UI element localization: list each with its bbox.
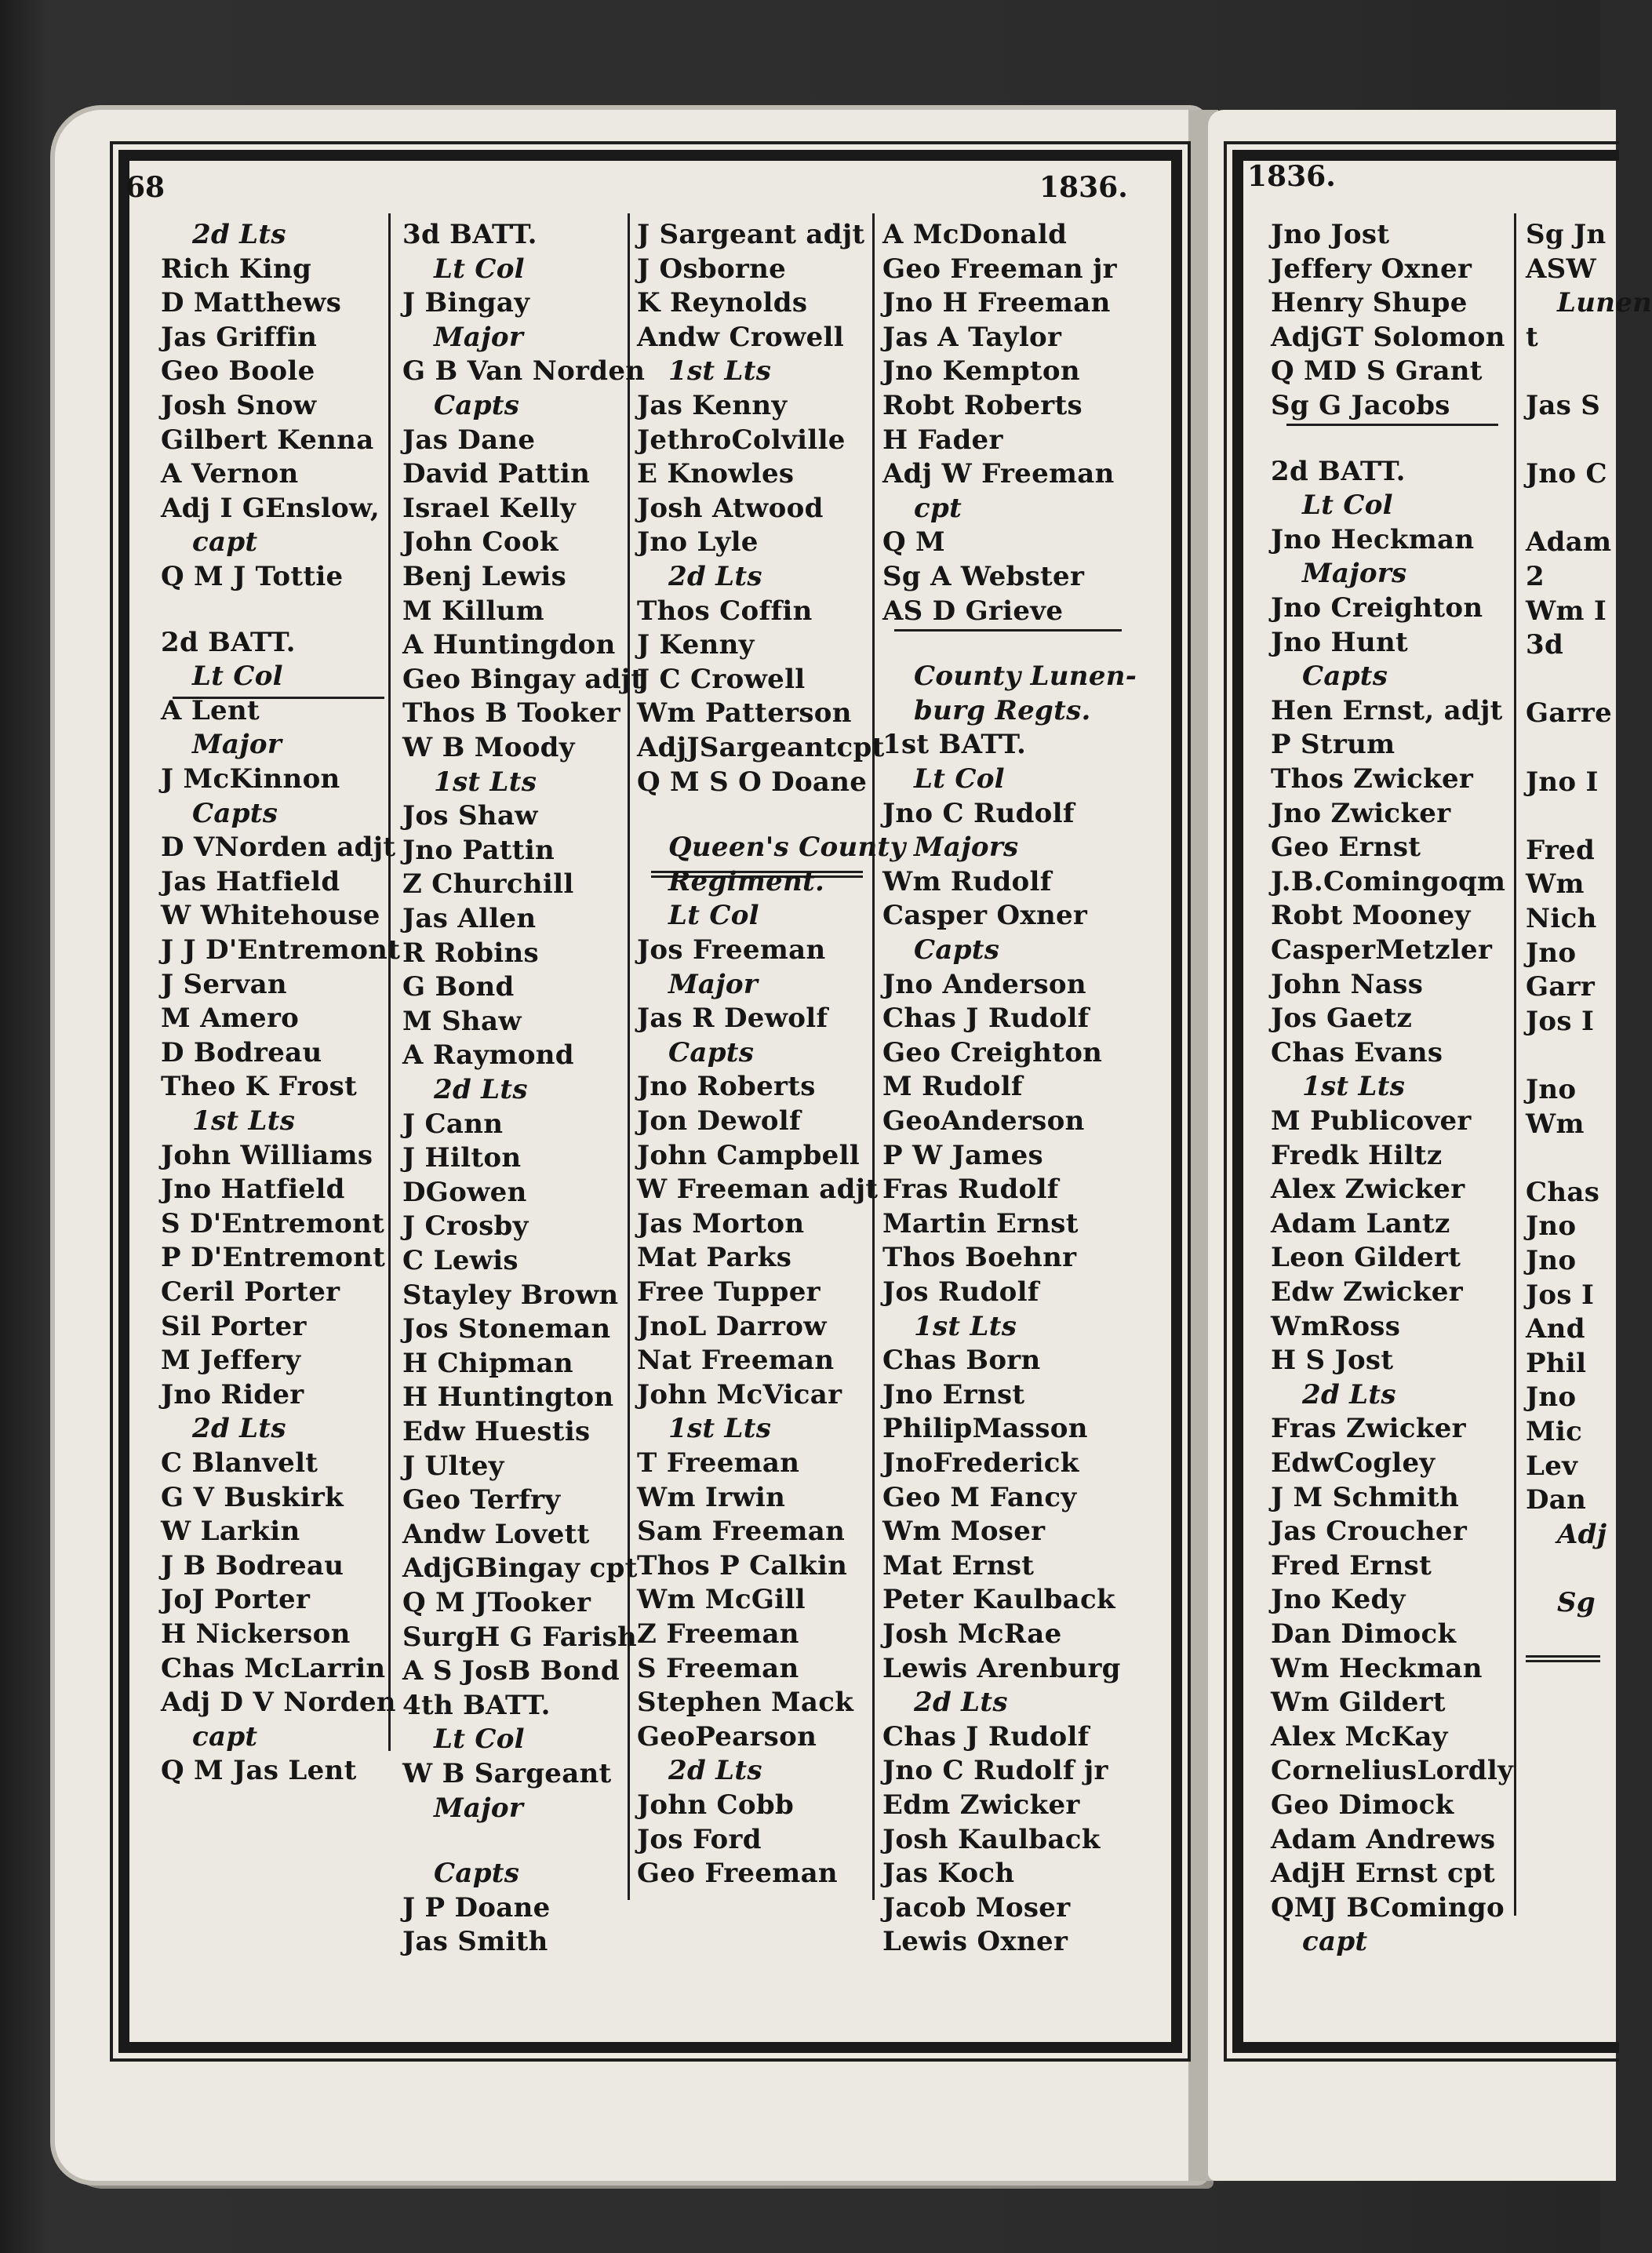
roster-entry: Jos Ford (637, 1823, 762, 1855)
roster-entry: Hen Ernst, adjt (1271, 694, 1503, 726)
rank-heading: 2d Lts (434, 1074, 528, 1105)
roster-entry: J Cann (402, 1108, 504, 1140)
column-rule (388, 213, 391, 1751)
roster-entry: A Raymond (402, 1039, 574, 1072)
roster-entry: P Strum (1271, 729, 1395, 761)
roster-entry: GeoPearson (637, 1720, 817, 1753)
roster-entry: Jno (1526, 1381, 1577, 1414)
rank-heading: capt (192, 526, 258, 559)
roster-entry: Geo M Fancy (882, 1481, 1077, 1513)
rank-heading: Queen's County (668, 832, 906, 864)
roster-entry: Stephen Mack (637, 1687, 854, 1719)
roster-entry: Edw Huestis (402, 1416, 591, 1447)
roster-entry: G B Van Norden (402, 355, 646, 388)
roster-entry: Adj I GEnslow, (161, 492, 380, 524)
roster-entry: Sg G Jacobs (1271, 390, 1450, 421)
rank-heading: Lt Col (192, 661, 283, 693)
roster-entry: Sil Porter (161, 1310, 307, 1342)
roster-entry: Geo Terfry (402, 1484, 561, 1516)
roster-entry: CasperMetzler (1271, 934, 1493, 966)
roster-entry: AdjGT Solomon (1271, 321, 1505, 353)
roster-entry: John Williams (161, 1139, 373, 1171)
roster-entry: Mat Ernst (882, 1549, 1035, 1581)
roster-entry: AdjGBingay cpt (402, 1552, 638, 1585)
roster-entry: Jon Dewolf (637, 1105, 801, 1137)
roster-entry: Thos Zwicker (1271, 763, 1474, 795)
rank-heading: Lunen (1557, 287, 1652, 319)
roster-entry: Geo Creighton (882, 1036, 1103, 1068)
rank-heading: Major (668, 968, 759, 1000)
rank-heading: 1st Lts (668, 355, 772, 388)
roster-entry: Adj D V Norden (161, 1687, 396, 1719)
section-rule (894, 629, 1122, 631)
roster-entry: Ceril Porter (161, 1276, 340, 1308)
roster-entry: Stayley Brown (402, 1279, 619, 1311)
roster-entry: ASW (1526, 253, 1597, 285)
roster-entry: M Killum (402, 595, 544, 627)
roster-entry: P W James (882, 1139, 1043, 1171)
roster-entry: AdjJSargeantcpt (637, 732, 885, 763)
roster-entry: Q M J Tottie (161, 561, 344, 592)
roster-entry: Geo Freeman (637, 1858, 838, 1890)
roster-entry: G V Buskirk (161, 1481, 344, 1513)
roster-entry: Sg A Webster (882, 561, 1085, 592)
roster-entry: Geo Freeman jr (882, 253, 1117, 285)
roster-entry: D Bodreau (161, 1036, 322, 1068)
roster-entry: Jos Rudolf (882, 1276, 1039, 1308)
roster-entry: W B Moody (402, 732, 575, 763)
roster-entry: Andw Lovett (402, 1518, 590, 1550)
roster-entry: Garr (1526, 971, 1596, 1003)
roster-entry: Jos Stoneman (402, 1313, 611, 1345)
roster-entry: Free Tupper (637, 1276, 821, 1308)
roster-entry: DGowen (402, 1176, 527, 1208)
rank-heading: Lt Col (434, 1723, 525, 1756)
roster-entry: H S Jost (1271, 1345, 1394, 1377)
roster-entry: Jno Anderson (882, 968, 1086, 1000)
roster-entry: Jos I (1526, 1005, 1595, 1037)
roster-entry: SurgH G Farish (402, 1621, 637, 1653)
roster-entry: Geo Boole (161, 355, 315, 388)
roster-entry: Thos Coffin (637, 595, 813, 627)
roster-entry: EdwCogley (1271, 1447, 1435, 1479)
roster-entry: Jno Roberts (637, 1071, 816, 1103)
roster-entry: Phil (1526, 1347, 1587, 1379)
roster-entry: Jas R Dewolf (637, 1003, 828, 1035)
roster-entry: J McKinnon (161, 763, 340, 795)
roster-entry: AS D Grieve (882, 595, 1064, 627)
roster-entry: David Pattin (402, 458, 591, 490)
rank-heading: burg Regts. (914, 694, 1091, 726)
rank-heading: 2d Lts (192, 219, 286, 250)
roster-entry: Wm McGill (637, 1584, 806, 1616)
roster-entry: Z Churchill (402, 868, 574, 901)
roster-entry: Jos Gaetz (1271, 1003, 1413, 1035)
rank-heading: capt (1302, 1926, 1368, 1958)
roster-entry: Garre (1526, 697, 1613, 730)
roster-entry: Jas Morton (637, 1207, 805, 1239)
roster-entry: Jno C (1526, 458, 1607, 490)
roster-entry: Jno I (1526, 766, 1599, 798)
roster-entry: Alex McKay (1271, 1720, 1448, 1753)
roster-entry: Q M S O Doane (637, 766, 868, 798)
roster-entry: Wm (1526, 868, 1585, 901)
roster-entry: Jno (1526, 937, 1577, 969)
roster-entry: Thos Boehnr (882, 1242, 1077, 1274)
roster-entry: A Huntingdon (402, 629, 616, 661)
roster-entry: Peter Kaulback (882, 1584, 1115, 1616)
roster-entry: Benj Lewis (402, 561, 567, 592)
rank-heading: Lt Col (1302, 490, 1393, 522)
roster-entry: Jas A Taylor (882, 321, 1062, 353)
roster-entry: Wm Moser (882, 1516, 1046, 1548)
rank-heading: 1st Lts (434, 766, 537, 798)
section-rule (1286, 424, 1498, 426)
rank-heading: 1st Lts (914, 1310, 1017, 1342)
roster-entry: Jos Shaw (402, 800, 538, 832)
roster-entry: Q M Jas Lent (161, 1755, 357, 1787)
roster-entry: Jno Ernst (882, 1378, 1025, 1410)
roster-entry: Chas Born (882, 1345, 1041, 1377)
rank-heading: Capts (668, 1036, 755, 1068)
roster-entry: Lewis Arenburg (882, 1652, 1121, 1684)
roster-entry: Jas S (1526, 390, 1601, 421)
roster-entry: W Larkin (161, 1516, 300, 1548)
roster-entry: J P Doane (402, 1891, 551, 1924)
roster-entry: J Bingay (402, 287, 530, 319)
rank-heading: 2d Lts (192, 1413, 286, 1445)
roster-entry: Wm Patterson (637, 697, 852, 730)
rank-heading: 2d Lts (668, 561, 762, 592)
roster-entry: J C Crowell (637, 663, 806, 695)
roster-entry: J Crosby (402, 1210, 529, 1243)
roster-entry: Jas Smith (402, 1926, 548, 1958)
rank-heading: Regiment. (668, 865, 825, 897)
roster-entry: Wm Heckman (1271, 1652, 1483, 1684)
roster-entry: G Bond (402, 971, 515, 1003)
roster-entry: Jno Jost (1271, 219, 1390, 250)
rank-heading: County Lunen- (914, 661, 1137, 693)
roster-entry: Jno (1526, 1074, 1577, 1105)
roster-entry: AdjH Ernst cpt (1271, 1858, 1496, 1890)
roster-entry: Robt Roberts (882, 390, 1083, 421)
rank-heading: 2d Lts (668, 1755, 762, 1787)
rank-heading: Major (192, 729, 282, 761)
roster-entry: JnoL Darrow (637, 1310, 827, 1342)
roster-entry: Jas Hatfield (161, 865, 340, 897)
roster-entry: Fras Rudolf (882, 1174, 1059, 1206)
roster-entry: Leon Gildert (1271, 1242, 1461, 1274)
roster-entry: Jno Hatfield (161, 1174, 345, 1206)
roster-entry: QMJ BComingo (1271, 1891, 1505, 1924)
roster-entry: Jno Pattin (402, 834, 555, 866)
roster-entry: H Huntington (402, 1381, 614, 1414)
roster-entry: Chas McLarrin (161, 1652, 386, 1684)
roster-entry: And (1526, 1313, 1585, 1345)
roster-entry: H Fader (882, 424, 1003, 456)
roster-entry: H Nickerson (161, 1618, 351, 1650)
roster-entry: P D'Entremont (161, 1242, 386, 1274)
roster-entry: Z Freeman (637, 1618, 799, 1650)
roster-entry: 2 (1526, 561, 1545, 592)
roster-entry: S D'Entremont (161, 1207, 385, 1239)
roster-entry: W Whitehouse (161, 900, 380, 932)
rank-heading: Capts (914, 934, 1000, 966)
roster-entry: Jas Koch (882, 1858, 1015, 1890)
roster-entry: J Ultey (402, 1450, 504, 1482)
roster-entry: A Lent (161, 694, 260, 726)
roster-entry: Q M JTooker (402, 1587, 591, 1618)
roster-entry: Chas (1526, 1176, 1600, 1208)
roster-entry: Jno Hunt (1271, 626, 1408, 658)
roster-entry: Jeffery Oxner (1271, 253, 1472, 285)
roster-entry: Josh Snow (161, 390, 317, 421)
roster-entry: J Osborne (637, 253, 787, 285)
roster-entry: Nat Freeman (637, 1345, 835, 1377)
roster-entry: PhilipMasson (882, 1413, 1088, 1445)
roster-entry: Nich (1526, 903, 1597, 934)
roster-entry: Fredk Hiltz (1271, 1139, 1443, 1171)
roster-entry: John Campbell (637, 1139, 861, 1171)
roster-entry: Israel Kelly (402, 492, 576, 524)
roster-entry: Dan (1526, 1484, 1587, 1516)
roster-entry: Chas J Rudolf (882, 1003, 1090, 1035)
roster-entry: CorneliusLordly (1271, 1755, 1514, 1787)
roster-entry: J M Schmith (1271, 1481, 1459, 1513)
roster-entry: A S JosB Bond (402, 1655, 620, 1687)
rank-heading: capt (192, 1720, 258, 1753)
roster-entry: John Nass (1271, 968, 1424, 1000)
rank-heading: Major (434, 321, 524, 353)
roster-entry: C Blanvelt (161, 1447, 318, 1479)
rank-heading: Lt Col (668, 900, 759, 932)
roster-entry: J Hilton (402, 1142, 522, 1174)
roster-entry: J Sargeant adjt (637, 219, 865, 250)
roster-entry: Q MD S Grant (1271, 355, 1483, 388)
rank-heading: 1st Lts (668, 1413, 772, 1445)
rank-heading: Sg (1557, 1587, 1596, 1618)
page-number: 68 (126, 171, 166, 204)
rank-heading: Majors (914, 832, 1019, 864)
roster-entry: Chas J Rudolf (882, 1720, 1090, 1753)
roster-entry: Martin Ernst (882, 1207, 1079, 1239)
roster-entry: Wm Rudolf (882, 865, 1052, 897)
roster-entry: Jas Dane (402, 424, 536, 456)
roster-entry: t (1526, 321, 1539, 353)
roster-entry: Wm Gildert (1271, 1687, 1446, 1719)
roster-entry: J Servan (161, 968, 287, 1000)
roster-entry: WmRoss (1271, 1310, 1401, 1342)
roster-entry: Jas Allen (402, 903, 537, 934)
roster-entry: H Chipman (402, 1347, 573, 1379)
roster-entry: JnoFrederick (882, 1447, 1079, 1479)
roster-entry: 1st BATT. (882, 729, 1027, 761)
roster-entry: W B Sargeant (402, 1758, 612, 1789)
roster-entry: Theo K Frost (161, 1071, 358, 1103)
roster-entry: Adj W Freeman (882, 458, 1115, 490)
roster-entry: Josh Kaulback (882, 1823, 1101, 1855)
roster-entry: Jacob Moser (882, 1891, 1071, 1924)
roster-entry: Jno Kempton (882, 355, 1080, 388)
roster-entry: W Freeman adjt (637, 1174, 879, 1206)
roster-entry: M Jeffery (161, 1345, 301, 1377)
roster-entry: Jno Heckman (1271, 523, 1475, 555)
roster-entry: Alex Zwicker (1271, 1174, 1465, 1206)
roster-entry: M Rudolf (882, 1071, 1023, 1103)
roster-entry: Jas Kenny (637, 390, 788, 421)
roster-entry: T Freeman (637, 1447, 800, 1479)
roster-entry: A McDonald (882, 219, 1068, 250)
roster-entry: Jos I (1526, 1279, 1595, 1311)
roster-entry: Fred (1526, 834, 1596, 866)
roster-entry: Chas Evans (1271, 1036, 1443, 1068)
roster-entry: Fras Zwicker (1271, 1413, 1466, 1445)
roster-entry: Wm I (1526, 595, 1607, 627)
rank-heading: 2d Lts (1302, 1378, 1396, 1410)
roster-entry: Rich King (161, 253, 312, 285)
column-rule (1514, 213, 1516, 1916)
roster-entry: 4th BATT. (402, 1689, 551, 1721)
roster-entry: Wm (1526, 1108, 1585, 1140)
rank-heading: Capts (1302, 661, 1388, 693)
page-year: 1836. (1039, 171, 1128, 204)
roster-entry: 2d BATT. (161, 626, 296, 658)
roster-entry: Q M (882, 526, 945, 559)
roster-entry: Jas Croucher (1271, 1516, 1468, 1548)
roster-entry: Jno C Rudolf (882, 797, 1075, 829)
roster-entry: Wm Irwin (637, 1481, 786, 1513)
roster-entry: Edw Zwicker (1271, 1276, 1463, 1308)
roster-entry: Edm Zwicker (882, 1789, 1080, 1821)
roster-entry: Jas Griffin (161, 321, 318, 353)
roster-entry: Thos P Calkin (637, 1549, 848, 1581)
roster-entry: S Freeman (637, 1652, 799, 1684)
roster-entry: Adam Lantz (1271, 1207, 1450, 1239)
roster-entry: Geo Ernst (1271, 832, 1421, 864)
roster-entry: JethroColville (637, 424, 846, 456)
rank-heading: Adj (1557, 1518, 1607, 1550)
rank-heading: cpt (914, 492, 962, 524)
roster-entry: 2d BATT. (1271, 455, 1406, 487)
roster-entry: 3d (1526, 629, 1564, 661)
rank-heading: Majors (1302, 558, 1407, 590)
roster-entry: Jno Creighton (1271, 592, 1483, 624)
right-page-year: 1836. (1247, 160, 1336, 193)
roster-entry: Josh Atwood (637, 492, 824, 524)
roster-entry: Henry Shupe (1271, 287, 1468, 319)
roster-entry: Jno C Rudolf jr (882, 1755, 1108, 1787)
roster-entry: Dan Dimock (1271, 1618, 1457, 1650)
roster-entry: M Amero (161, 1003, 300, 1035)
roster-entry: Adam Andrews (1271, 1823, 1496, 1855)
roster-entry: Lev (1526, 1450, 1578, 1482)
rank-heading: Major (434, 1792, 524, 1824)
roster-entry: M Publicover (1271, 1105, 1472, 1137)
roster-entry: Geo Bingay adjt (402, 663, 644, 695)
roster-entry: Jno (1526, 1245, 1577, 1276)
roster-entry: E Knowles (637, 458, 795, 490)
roster-entry: Jno Lyle (637, 526, 759, 559)
rank-heading: Lt Col (914, 763, 1005, 795)
roster-entry: JoJ Porter (161, 1584, 311, 1616)
roster-entry: Fred Ernst (1271, 1549, 1432, 1581)
roster-entry: Jno Kedy (1271, 1584, 1406, 1616)
roster-entry: Jno H Freeman (882, 287, 1111, 319)
roster-entry: Sam Freeman (637, 1516, 846, 1548)
roster-entry: J Kenny (637, 629, 755, 661)
roster-entry: Jno Zwicker (1271, 797, 1451, 829)
rank-heading: 2d Lts (914, 1687, 1008, 1719)
roster-entry: K Reynolds (637, 287, 808, 319)
roster-entry: John McVicar (637, 1378, 842, 1410)
rank-heading: Capts (434, 1858, 520, 1890)
roster-entry: Sg Jn (1526, 219, 1607, 250)
roster-entry: GeoAnderson (882, 1105, 1085, 1137)
roster-entry: D VNorden adjt (161, 832, 396, 864)
roster-entry: Jno Rider (161, 1378, 304, 1410)
roster-entry: A Vernon (161, 458, 299, 490)
roster-entry: Casper Oxner (882, 900, 1088, 932)
roster-entry: J J D'Entremont (161, 934, 401, 966)
roster-entry: D Matthews (161, 287, 342, 319)
roster-entry: Lewis Oxner (882, 1926, 1068, 1958)
roster-entry: Josh McRae (882, 1618, 1062, 1650)
roster-entry: 3d BATT. (402, 219, 537, 250)
roster-entry: M Shaw (402, 1005, 522, 1037)
roster-entry: John Cook (402, 526, 559, 559)
roster-entry: Mat Parks (637, 1242, 792, 1274)
roster-entry: C Lewis (402, 1245, 519, 1276)
roster-entry: J.B.Comingoqm (1271, 865, 1506, 897)
rank-heading: 1st Lts (192, 1105, 296, 1137)
rank-heading: Capts (434, 390, 520, 421)
section-rule (1526, 1655, 1600, 1662)
roster-entry: Andw Crowell (637, 321, 844, 353)
rank-heading: 1st Lts (1302, 1071, 1406, 1103)
rank-heading: Lt Col (434, 253, 525, 285)
roster-entry: Geo Dimock (1271, 1789, 1454, 1821)
roster-entry: Thos B Tooker (402, 697, 621, 730)
roster-entry: Adam (1526, 526, 1612, 559)
roster-entry: J B Bodreau (161, 1549, 344, 1581)
roster-entry: Mic (1526, 1416, 1583, 1447)
rank-heading: Capts (192, 797, 278, 829)
roster-entry: Robt Mooney (1271, 900, 1471, 932)
column-rule (872, 213, 875, 1900)
roster-entry: Jos Freeman (637, 934, 826, 966)
roster-entry: Gilbert Kenna (161, 424, 374, 456)
roster-entry: R Robins (402, 937, 539, 969)
roster-entry: Jno (1526, 1210, 1577, 1243)
roster-entry: John Cobb (637, 1789, 795, 1821)
